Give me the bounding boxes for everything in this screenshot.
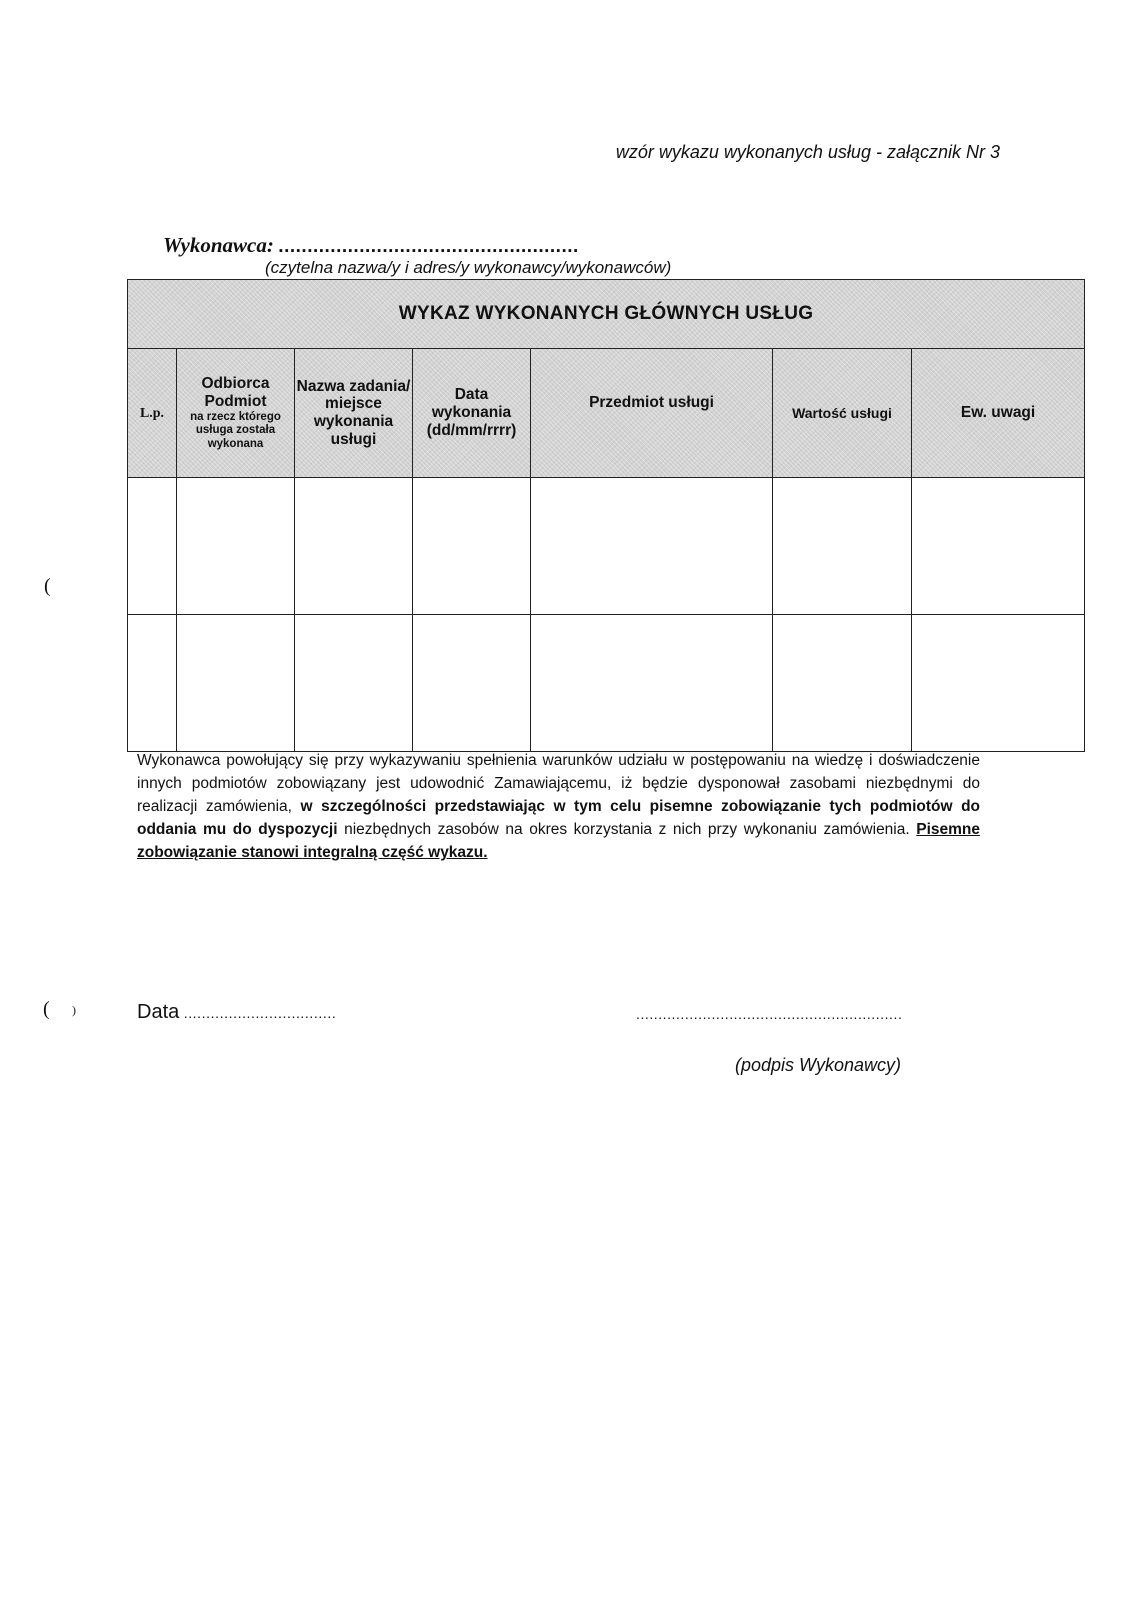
margin-mark: ( bbox=[44, 575, 51, 597]
cell-recipient[interactable] bbox=[177, 615, 295, 752]
cell-value[interactable] bbox=[773, 478, 912, 615]
cell-task[interactable] bbox=[295, 478, 413, 615]
date-label: Data bbox=[137, 1001, 180, 1023]
cell-subject[interactable] bbox=[531, 615, 773, 752]
signature-caption: (podpis Wykonawcy) bbox=[735, 1055, 902, 1075]
table-title-cell bbox=[128, 280, 1085, 349]
notice-underlined-text: Pisemne zobowiązanie stanowi integralną część wykazu. bbox=[137, 821, 980, 861]
cell-date[interactable] bbox=[413, 478, 531, 615]
contractor-hint: (czytelna nazwa/y i adres/y wykonawcy/wykonawców) bbox=[265, 258, 672, 277]
date-fill-dots: .................................. bbox=[183, 1005, 337, 1021]
contractor-line bbox=[163, 233, 579, 258]
services-table bbox=[127, 279, 1085, 752]
column-header-recipient-sublabel: na rzecz którego usługa została wykonana bbox=[190, 411, 281, 450]
column-header-lp bbox=[128, 348, 177, 477]
attachment-note: wzór wykazu wykonanych usług - załącznik Nr 3 bbox=[615, 142, 1000, 162]
cell-date[interactable] bbox=[413, 615, 531, 752]
notice-text-1: Wykonawca powołujący się przy wykazywaniu spełnienia warunków udziału w postępowaniu na wiedzę i doświadczenie innych podmiotów zobowiązany jest udowodnić Zamawiającemu, iż będzie dysponował zasobami niezbędnymi do realizacji zamówienia, bbox=[137, 752, 980, 815]
cell-task[interactable] bbox=[295, 615, 413, 752]
notice-bold-text: w szczególności przedstawiając w tym celu pisemne zobowiązanie tych podmiotów do oddania mu do dyspozycji bbox=[137, 798, 981, 838]
notice-text-2: niezbędnych zasobów na okres korzystania z nich przy wykonaniu zamówienia. bbox=[337, 821, 917, 838]
column-header-value bbox=[773, 348, 912, 477]
notice-paragraph bbox=[137, 749, 980, 864]
column-header-date bbox=[413, 348, 531, 477]
signature-fill-dots: ............................................................ bbox=[636, 1006, 903, 1022]
cell-recipient[interactable] bbox=[177, 478, 295, 615]
margin-mark: ( bbox=[43, 998, 50, 1020]
table-row bbox=[128, 615, 1085, 752]
date-field bbox=[137, 1001, 336, 1024]
column-header-task-label: Nazwa zadania/ miejsce wykonania usługi bbox=[296, 377, 411, 448]
column-header-notes-label: Ew. uwagi bbox=[960, 404, 1036, 422]
cell-notes[interactable] bbox=[912, 478, 1085, 615]
column-header-notes bbox=[912, 348, 1085, 477]
column-header-lp-label: L.p. bbox=[139, 405, 165, 421]
column-header-task bbox=[295, 348, 413, 477]
cell-lp[interactable] bbox=[128, 615, 177, 752]
margin-mark: ) bbox=[72, 1003, 76, 1017]
cell-subject[interactable] bbox=[531, 478, 773, 615]
contractor-fill-dots: .................................................... bbox=[278, 236, 579, 257]
cell-notes[interactable] bbox=[912, 615, 1085, 752]
cell-value[interactable] bbox=[773, 615, 912, 752]
table-title: WYKAZ WYKONANYCH GŁÓWNYCH USŁUG bbox=[398, 302, 814, 324]
column-header-recipient-label: Odbiorca Podmiot bbox=[201, 375, 270, 411]
column-header-subject-label: Przedmiot usługi bbox=[589, 394, 714, 412]
column-header-subject bbox=[531, 348, 773, 477]
column-header-recipient bbox=[177, 348, 295, 477]
column-header-date-label: Data wykonania (dd/mm/rrrr) bbox=[426, 386, 517, 440]
column-header-value-label: Wartość usługi bbox=[792, 405, 892, 422]
contractor-label: Wykonawca: bbox=[163, 233, 274, 257]
table-row bbox=[128, 478, 1085, 615]
cell-lp[interactable] bbox=[128, 478, 177, 615]
